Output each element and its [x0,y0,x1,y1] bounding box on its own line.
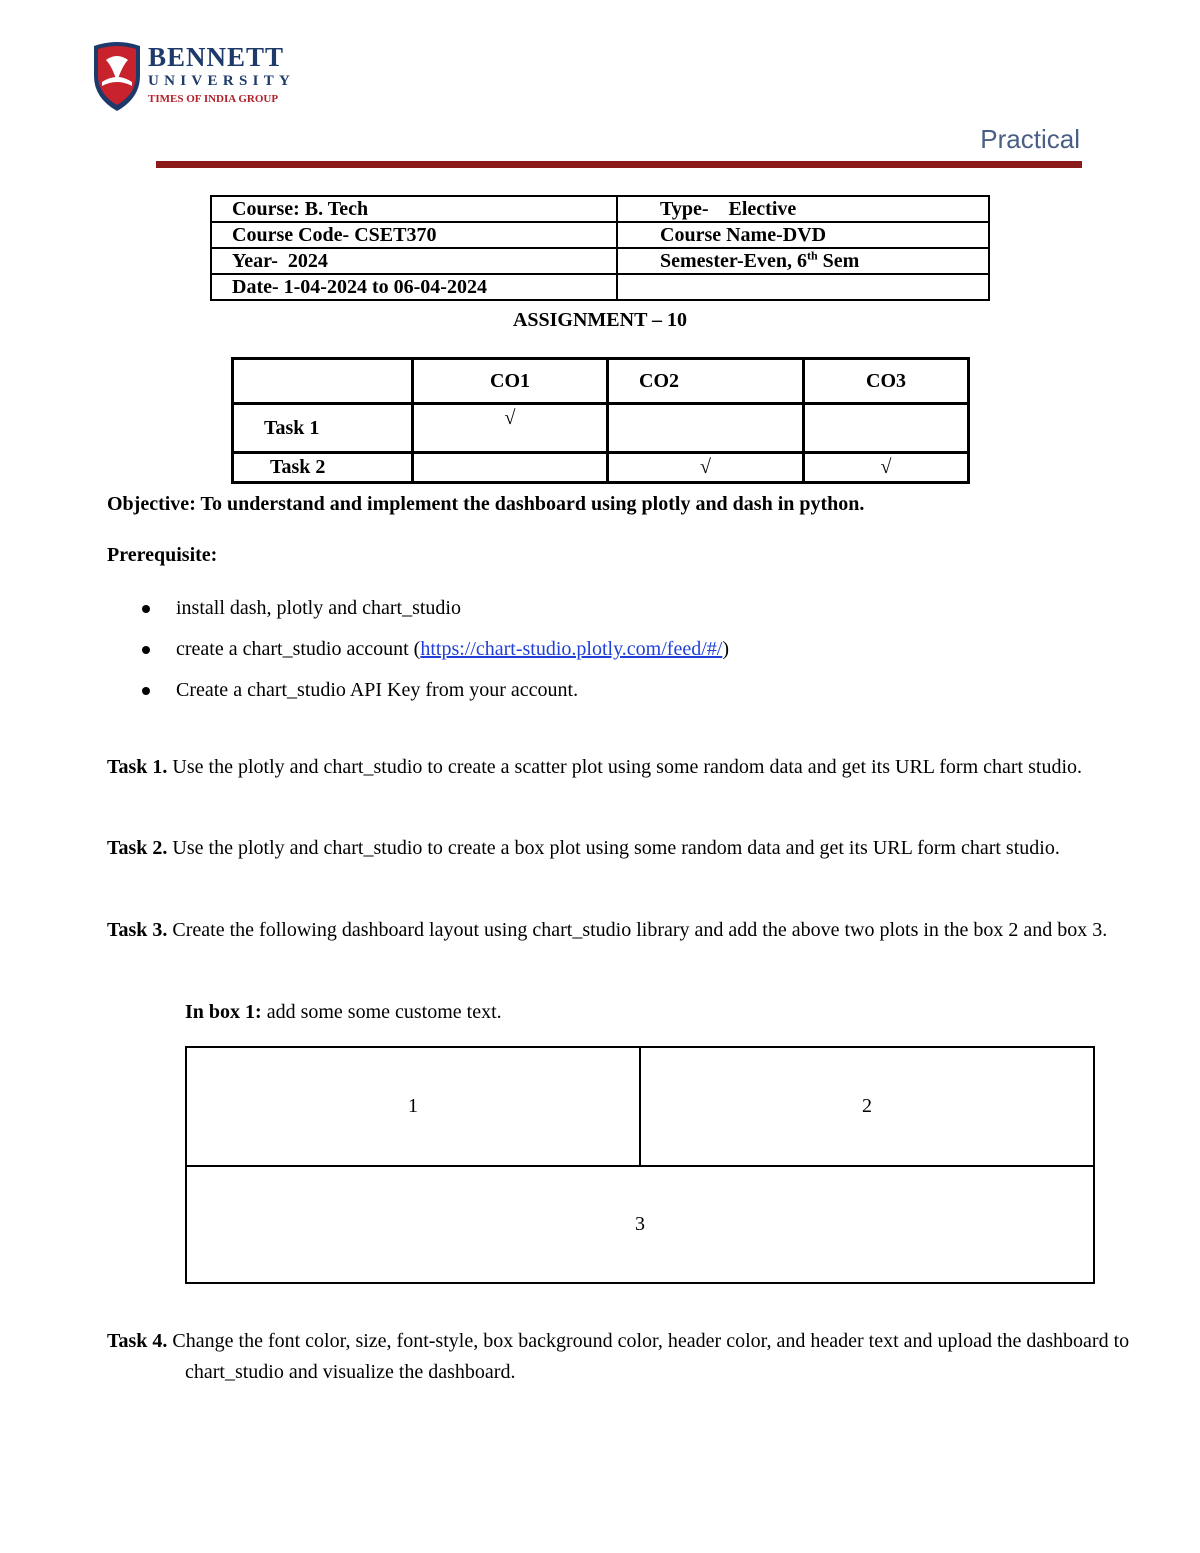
task-3-label: Task 3. [107,919,168,941]
task-3-text: Create the following dashboard layout using chart_studio library and add the above two plots in the box 2 and box 3. [167,919,1108,941]
logo-line-2: UNIVERSITY [148,73,296,89]
semester-prefix: Semester-Even, 6 [660,250,807,272]
bullet-icon [142,646,150,654]
co-row-task2-label: Task 2 [233,453,413,483]
task-2-label: Task 2. [107,837,168,859]
task-1-label: Task 1. [107,756,168,778]
logo-line-3: TIMES OF INDIA GROUP [148,93,279,105]
prereq-item-2: create a chart_studio account ( [176,638,421,660]
type-cell: Type- Elective [617,196,989,222]
task-2-text: Use the plotly and chart_studio to create a box plot using some random data and get its URL form chart studio. [167,837,1060,859]
prereq-item-3: Create a chart_studio API Key from your account. [176,679,579,701]
date-cell: Date- 1-04-2024 to 06-04-2024 [211,274,617,300]
bennett-logo [92,42,296,114]
task-4-text: Change the font color, size, font-style, box background color, header color, and header text and upload the dashboard to chart_studio and visualize the dashboard. [167,1330,1130,1383]
assignment-title: ASSIGNMENT – 10 [512,309,688,331]
course-code-cell: Course Code- CSET370 [211,222,617,248]
objective-text: Objective: To understand and implement the dashboard using plotly and dash in python. [107,493,865,515]
empty-cell [617,274,989,300]
co-header-co1: CO1 [413,359,608,404]
layout-box-2: 2 [641,1048,1093,1167]
list-item [140,596,729,637]
task-4 [107,1326,1175,1388]
co-row-task2-co2: √ [608,453,804,483]
prerequisite-list [140,596,729,719]
co-row-task2-co3: √ [804,453,969,483]
semester-suffix: Sem [817,250,860,272]
list-item [140,637,729,678]
co-header-co3: CO3 [804,359,969,404]
co-row-task1-label: Task 1 [233,404,413,453]
header-divider [156,161,1082,168]
task-3 [107,915,1175,946]
layout-box-3: 3 [635,1213,645,1235]
task-4-label: Task 4. [107,1330,168,1352]
co-row-task2-co1 [413,453,608,483]
semester-cell [617,248,989,274]
task-1-text: Use the plotly and chart_studio to create a scatter plot using some random data and get its URL form chart studio. [167,756,1083,778]
prerequisite-heading: Prerequisite: [107,544,218,566]
header-label: Practical [980,124,1080,154]
bullet-icon [142,687,150,695]
course-info-table [210,195,990,301]
logo-line-1: BENNETT [148,42,285,72]
co-header-blank [233,359,413,404]
dashboard-layout-diagram [185,1046,1095,1284]
co-row-task1-co2 [608,404,804,453]
task-2 [107,833,1175,864]
course-cell: Course: B. Tech [211,196,617,222]
list-item [140,678,729,719]
shield-emblem-icon [92,42,142,112]
co-mapping-table [231,357,970,484]
co-header-co2: CO2 [608,359,804,404]
year-cell: Year- 2024 [211,248,617,274]
course-name-cell: Course Name-DVD [617,222,989,248]
task-1 [107,752,1175,783]
chart-studio-link[interactable]: https://chart-studio.plotly.com/feed/#/ [420,638,723,660]
prereq-item-1: install dash, plotly and chart_studio [176,597,461,619]
co-row-task1-co1: √ [413,404,608,453]
box1-note [185,997,1085,1028]
semester-sup: th [807,248,818,263]
box1-note-label: In box 1: [185,1001,262,1023]
prereq-item-2-close: ) [722,638,729,660]
bullet-icon [142,605,150,613]
co-row-task1-co3 [804,404,969,453]
layout-box-1: 1 [187,1048,641,1167]
box1-note-text: add some some custome text. [261,1001,502,1023]
